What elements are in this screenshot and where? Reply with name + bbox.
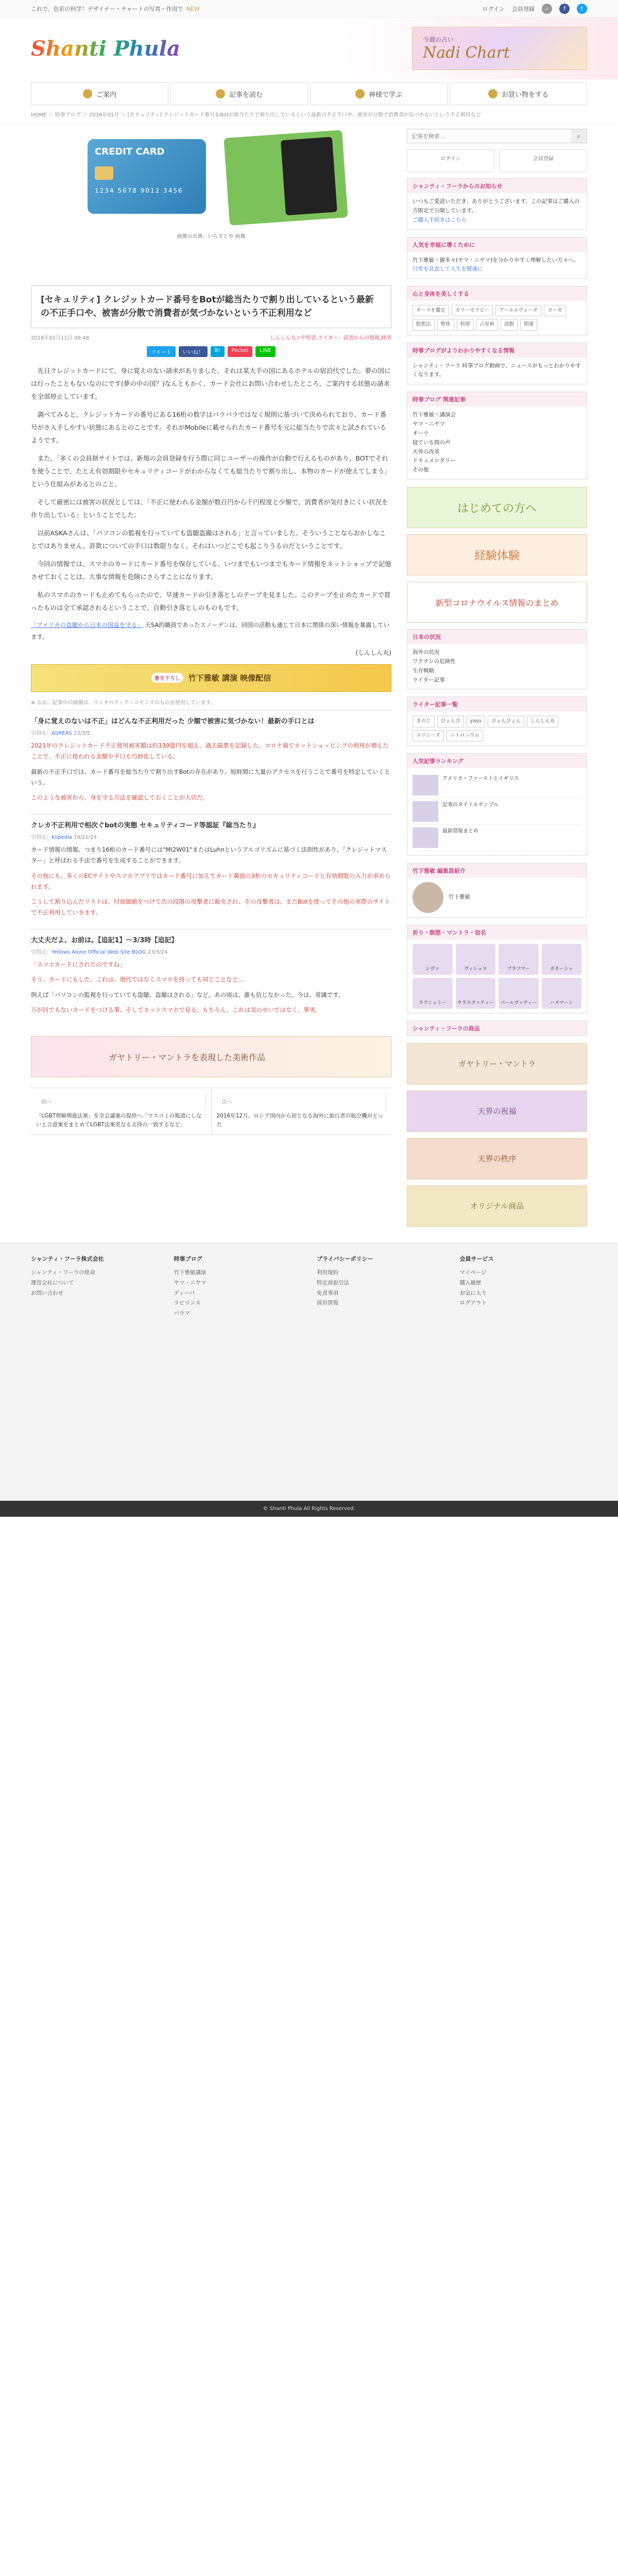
next-label: 次へ: [217, 1093, 387, 1112]
cart-icon: [488, 89, 497, 98]
quote-source-link[interactable]: Kiipedia: [52, 835, 72, 841]
quote-paragraph: 最新の不正手口では、カード番号を総当たりで割り出すBotの存在があり、短時間に大量のアクセスを行うことで番号を特定していくという。: [31, 768, 390, 786]
article-paragraph: 調べてみると、クレジットカードの番号にある16桁の数字はバラバラではなく規則に基づいて決められており、カード番号がさ入手しやすい状態にあるとのことです。それがMobileに載せられたカード番号を元に総当たりで次々と試されているようです。: [31, 410, 387, 444]
next-title: 2016年12月、ロシア国内から初となる海外に旅行者の航空機がとった: [216, 1113, 383, 1128]
gallery-banner[interactable]: 天界の秩序: [407, 1138, 587, 1179]
nav-label: 記事を読む: [229, 91, 263, 99]
tweet-button[interactable]: ツイート: [147, 346, 176, 357]
deity-tile[interactable]: ブラフマー: [499, 944, 539, 975]
card-chip: [95, 166, 113, 180]
quote-title: クレカ不正利用で相次ぐbotの実態 セキュリティコード等認証『総当たり』: [31, 821, 260, 829]
prev-label: 前へ: [36, 1093, 206, 1112]
quote-paragraph: そう、カードにもした。これは、現代ではなくスマホを持っても同じことなど...: [31, 976, 244, 984]
top-notice[interactable]: [31, 5, 483, 13]
footer-link[interactable]: 運営会社について: [31, 1279, 74, 1286]
quote-paragraph: その他にも、多くのECサイトやスマホアプリではカード番号に加えてカード裏面の3桁のセキュリティコードと有効期限の入力が求められます。: [31, 872, 391, 890]
category-link[interactable]: 竹下雅敏・講演会: [413, 412, 456, 418]
article-paragraph: 先日クレジットカードにて、身に覚えのない請求がありました。それは某大手の国にあるホテルの宿泊代でした。夢の国には行ったこともないなのにです(夢の中の国？)なんともかく、カード会社にお問い合わせしたところ、ご案内する状態の請求を全部停止しています。: [31, 366, 391, 400]
pocket-button[interactable]: Pocket: [228, 346, 253, 357]
credit-card-illustration: [88, 139, 206, 214]
staff-box: [407, 863, 587, 918]
top-notice-text: これで、色彩の科学！デザイナー・チャートの写真・作用で: [31, 5, 183, 12]
ranking-title: 最新情報まとめ: [442, 828, 478, 834]
box-heading: 竹下雅敏 編集員紹介: [407, 863, 587, 878]
sidebar-login: [407, 149, 587, 172]
nav-learn[interactable]: [310, 82, 448, 105]
ranking-thumbnail: [413, 827, 438, 848]
situation-link[interactable]: ライター記事: [413, 676, 445, 683]
nav-articles[interactable]: [170, 82, 308, 105]
quote-date: 23/3/5: [73, 731, 91, 737]
tag-link[interactable]: アーユルヴェーダ: [495, 305, 541, 316]
article-paragraph: 以前ASKAさんは、「パソコンの監視を行っていても盗聴盗撮はされる」と言っていました。そういうことならおかしなことではありません。詐欺についての手口は数限りなく、それはいつどこでも起こりうるのだということです。: [31, 529, 386, 550]
quote-meta: [31, 947, 391, 955]
search-icon[interactable]: ⌕: [571, 129, 587, 143]
quote-paragraph: このような被害から、身を守る方法を確認しておくことが大切だ。: [31, 794, 209, 802]
article-author[interactable]: しんしん丸 / 中堅者,ライター：読者からの情報,経済: [270, 335, 391, 341]
nav-label: お買い物をする: [501, 91, 548, 99]
category-link[interactable]: 天界の改革: [413, 448, 440, 455]
notice-box: [407, 178, 587, 230]
footer-link[interactable]: シャンティ・フーラの使命: [31, 1269, 95, 1276]
new-badge: NEW: [186, 5, 200, 12]
quote-meta-label: 引用元：: [31, 950, 52, 956]
guide-link[interactable]: 日常を見直して人生を健康に: [413, 266, 483, 273]
box-heading: 人気を幸福に導くために: [407, 238, 587, 252]
card-label: CREDIT CARD: [95, 146, 165, 157]
footer-link[interactable]: お気に入り: [459, 1290, 487, 1296]
tags-box: [407, 286, 587, 335]
next-article-link[interactable]: [212, 1088, 392, 1134]
guide-text: 竹下雅敏・御多々(ヤマ・ニヤマ)を分かりやすく理解したい方々へ。: [413, 257, 579, 263]
article-title: [セキュリティ] クレジットカード番号をBotが総当たりで割り出しているという最新の不正手口や、被害が分散で消費者が気づかないという不正利用など: [31, 285, 391, 328]
phone-screen: [281, 137, 337, 216]
experience-banner[interactable]: 経験体験: [407, 534, 587, 575]
facebook-icon[interactable]: f: [559, 4, 570, 14]
quote-date: 19/11/24: [74, 835, 97, 841]
box-heading: シャンティ・フーラからのお知らせ: [407, 179, 587, 193]
blog-box: [407, 343, 587, 385]
card-number: 1234 5678 9012 3456: [95, 187, 183, 194]
box-heading: シャンティ・フーラの商品: [407, 1021, 587, 1036]
learn-icon: [355, 89, 365, 98]
footer-link[interactable]: 利用規約: [317, 1269, 338, 1276]
quote-paragraph: カード情報の情報、つまり16桁のカード番号には"MI2W01"またはLuhnというアルゴリズムに基づく法則性があり、「クレジットマスター」と呼ばれる手法で番号を生成することができます。: [31, 846, 387, 865]
guide-box: [407, 237, 587, 279]
article-body: [31, 364, 391, 657]
footer-link[interactable]: 竹下雅敏講演: [174, 1269, 207, 1276]
quote-paragraph: 万が回でもないカードをつける事、そしてネットスマホで見る。もちろん、これは気のせいではなく、事実。: [31, 1006, 321, 1013]
gallery-banner[interactable]: 天界の祝福: [407, 1091, 587, 1132]
quote-meta-label: 引用元：: [31, 835, 52, 841]
header-banner[interactable]: [412, 27, 587, 70]
sidebar-login-button[interactable]: ログイン: [407, 149, 494, 172]
category-link[interactable]: その他: [413, 467, 429, 473]
deity-tile[interactable]: ラクシュミー: [413, 978, 453, 1009]
copyright: © Shanti Phula All Rights Reserved.: [0, 1501, 618, 1517]
footer-link[interactable]: ラビリンス: [174, 1300, 201, 1307]
image-caption: 画像の出典：いらすとや 画像: [177, 234, 246, 240]
article-source: [31, 619, 391, 643]
share-buttons: [31, 346, 391, 357]
login-link[interactable]: ログイン: [482, 5, 505, 12]
lecture-ad-banner[interactable]: [31, 664, 391, 692]
writer-link[interactable]: ぴょんぴ: [437, 716, 464, 727]
situation-box: [407, 629, 587, 689]
footer-link[interactable]: ログアウト: [459, 1300, 487, 1307]
tag-link[interactable]: 開運: [520, 319, 537, 330]
site-logo[interactable]: Shanti Phula: [31, 36, 180, 61]
footer-link[interactable]: 採用情報: [317, 1300, 338, 1307]
writer-link[interactable]: ぴょんぴょん: [488, 716, 524, 727]
ad-tag: 書き下ろし: [151, 673, 183, 683]
box-heading: 時事ブログ 関連記事: [407, 392, 587, 406]
header-banner-title: Nadi Chart: [423, 44, 510, 62]
footer-link[interactable]: お問い合わせ: [31, 1290, 63, 1296]
article-paragraph: 今回の情報では、スマホのカードにカード番号を保存している、いつまでもいつまでもカード情報をネットショップで記憶させておくことは、大事な情報を危険にさらすことになります。: [31, 560, 391, 581]
tag-link[interactable]: 料理: [457, 319, 474, 330]
header-banner-sub: 今週の占い: [423, 36, 454, 43]
category-box: [407, 392, 587, 480]
gallery-banner[interactable]: オリジナル商品: [407, 1185, 587, 1227]
footer-heading: 会員サービス: [459, 1255, 494, 1262]
tag-link[interactable]: 整体: [437, 319, 454, 330]
ranking-thumbnail: [413, 801, 438, 822]
quote-title: 「身に覚えのないは不正」はどんな不正利用だった 少額で被害に気づかない！最新の手口とは: [31, 717, 315, 725]
breadcrumb[interactable]: HOME ＞ 時事ブログ ＞ 2016年01月 ＞ [セキュリティ] クレジットカード番号をBotが総当たりで割り出しているという最新の不正手口や、被害が分散で消費者が気づかないという不正利用など: [0, 105, 618, 124]
nav-shop[interactable]: [450, 82, 587, 105]
sidebar-register-button[interactable]: 会員登録: [500, 149, 587, 172]
like-button[interactable]: いいね！: [179, 346, 208, 357]
source-text: 天SA的職員であったスノーデンは、同国の活動も通じて日本に関係の深い情報を暴露しています。: [31, 621, 390, 640]
quote-paragraph: 例えば「パソコンの監視を行っていても盗聴、盗撮はされる」など。あの頃は、誰も信じなかった。今は、常識です。: [31, 991, 345, 998]
quoted-article: [31, 710, 391, 814]
deity-tile[interactable]: シヴァ: [413, 944, 453, 975]
hero-image: [31, 129, 391, 283]
article-signature: (しんしん丸): [355, 649, 391, 656]
writer-link[interactable]: まのじ: [413, 716, 435, 727]
avatar: [413, 882, 443, 913]
hatena-button[interactable]: B!: [211, 346, 225, 357]
line-button[interactable]: LINE: [255, 346, 275, 357]
quote-source-link[interactable]: Yellows Alone Official Web Site BLOG: [52, 950, 146, 956]
category-link[interactable]: ヤマ・ニヤマ: [413, 421, 445, 428]
quoted-article: [31, 814, 391, 929]
writer-link[interactable]: しんしん丸: [527, 716, 559, 727]
ad-text: 竹下雅敏 講演 映像配信: [188, 673, 271, 683]
twitter-icon[interactable]: t: [577, 4, 587, 14]
writer-link[interactable]: ユリシーズ: [413, 730, 444, 741]
footer-heading: 時事ブログ: [174, 1255, 202, 1262]
guide-icon: [83, 89, 92, 98]
source-link[interactable]: 「アメリカの盗聴から日本の国益を守る」: [31, 621, 143, 629]
ranking-thumbnail: [413, 775, 438, 795]
article-meta: [31, 333, 391, 341]
tag-link[interactable]: ヨーガ: [544, 305, 565, 316]
box-heading: 日本の状況: [407, 630, 587, 644]
gayatri-mantra-banner[interactable]: ガヤトリー・マントラを表現した美術作品: [31, 1036, 391, 1077]
article-paragraph: また、「多くの会員制サイトでは、新規の会員登録を行う際に同じユーザーの操作が自動で行えるものがあり、BOTでそれを使うことで、たとえ有効期限やセキュリティコードがわからなくても総当たりで割り出し、本物のカードが使えてしまう」という仕組みがあるとのこと。: [31, 454, 391, 488]
shop-box: [407, 1021, 587, 1036]
book-icon: [216, 89, 225, 98]
sidebar-search: [407, 129, 587, 143]
tag-link[interactable]: 波動: [501, 319, 518, 330]
ranking-item[interactable]: [413, 825, 581, 851]
writer-link[interactable]: ニトロニウム: [447, 730, 483, 741]
box-heading: 祈り・瞑想・マントラ・宿名: [407, 925, 587, 940]
footer-link[interactable]: 免責事項: [317, 1290, 338, 1296]
deity-tile[interactable]: ハヌマーン: [542, 978, 582, 1009]
tag-link[interactable]: カラーセラピー: [452, 305, 493, 316]
covid-info-banner[interactable]: 新型コロナウイルス情報のまとめ: [407, 582, 587, 623]
box-heading: ライター記事一覧: [407, 697, 587, 711]
deity-tile[interactable]: ガネーシャ: [542, 944, 582, 975]
top-bar: [0, 0, 618, 18]
situation-link[interactable]: 海外の状況: [413, 649, 440, 656]
main-nav: [0, 82, 618, 105]
footer-link[interactable]: ヤマ・ニヤマ: [174, 1279, 207, 1286]
footer-heading: シャンティ・フーラ株式会社: [31, 1255, 104, 1262]
quote-meta-label: 引用元：: [31, 731, 52, 737]
quote-title: 大丈夫だよ、お前は。【追記1】〜3/3時【追記】: [31, 936, 178, 944]
main-content: [31, 124, 391, 1233]
site-footer: [0, 1243, 618, 1501]
nav-guide[interactable]: [31, 82, 168, 105]
deity-tile[interactable]: パールヴァティー: [499, 978, 539, 1009]
quote-date: 23/3/24: [147, 950, 168, 956]
nav-label: ご案内: [96, 91, 116, 99]
situation-link[interactable]: ワクチンの危険性: [413, 658, 456, 665]
staff-name[interactable]: 竹下雅敏: [449, 893, 470, 900]
sidebar: [407, 124, 587, 1233]
footer-link[interactable]: パラマ: [174, 1310, 190, 1317]
footer-heading: プライバシーポリシー: [317, 1255, 373, 1262]
smartphone-case-illustration: [224, 130, 348, 226]
deity-tile[interactable]: サラスヴァティー: [456, 978, 496, 1009]
quote-paragraph: こうして割り込んだリストは、付加価値をつけて次の段階の攻撃者に販売され、その攻撃者は、またBotを使ってその他の実際のサイトで不正利用していきます。: [31, 898, 390, 917]
tag-link[interactable]: 瞑想法: [413, 319, 435, 330]
category-link[interactable]: 寝ている間の声: [413, 439, 451, 446]
ranking-item[interactable]: [413, 799, 581, 825]
register-link[interactable]: 会員登録: [512, 5, 535, 12]
writers-box: [407, 697, 587, 745]
quote-paragraph: 2021年のクレジットカード不正使用被害額は約330億円を超え、過去最悪を記録した。コロナ禍でネットショッピングの利用が増えたことで、不正に使われる金額や手口も巧妙化している。: [31, 742, 389, 760]
writer-link[interactable]: yasu: [467, 716, 485, 727]
ranking-box: [407, 753, 587, 856]
footer-link[interactable]: 特定商取引法: [317, 1279, 349, 1286]
prev-title: 「LGBT理解増進法案」を全会議案の提供へ「マスコミの報道にしないと合意案をまとめてLGBT法案更なる支持の一致するなど」: [36, 1113, 202, 1128]
site-header: [0, 18, 618, 79]
footer-link[interactable]: 購入履歴: [459, 1279, 482, 1286]
article-date: 2016年01月11日 09:48: [31, 335, 89, 341]
quoted-article: [31, 929, 391, 1026]
quote-meta: [31, 833, 391, 840]
search-icon[interactable]: ⌕: [542, 4, 552, 14]
ranking-title: 記事のタイトルサンプル: [442, 802, 499, 808]
box-heading: 時事ブログがよりわかりやすくなる情報: [407, 343, 587, 358]
ranking-title: アメリカ・ファーストとイギリス: [442, 775, 519, 782]
box-heading: 心と身体を美しくする: [407, 286, 587, 301]
quote-meta: [31, 728, 391, 736]
notice-link[interactable]: ご購入手続きはこちら: [413, 216, 467, 223]
notice-text: いつもご愛読いただき、ありがとうございます。この記事はご購入の方限定で公開しています。: [413, 198, 580, 214]
quote-paragraph: 「スマホカードにされたのですね」: [31, 961, 126, 969]
tag-link[interactable]: 占星術: [476, 319, 499, 330]
box-heading: 人気記事ランキング: [407, 754, 587, 768]
quote-source-link[interactable]: ASREAS: [52, 731, 72, 737]
category-link[interactable]: ドキュメンタリー: [413, 457, 456, 464]
footer-link[interactable]: ディーパ: [174, 1290, 195, 1296]
article-paragraph: 私のスマホのカードも止めてもらったので、早速カードの引き落としのテープを見ました。このテープを止めたカードで買ったものは全て承認されるということで、自動引き落としのものもです。: [31, 590, 391, 612]
prev-next-nav: [31, 1088, 391, 1135]
blog-text: シャンティ・フーラ 時事ブログ動画で、ニュースがもっとわかりやすくなります。: [413, 362, 581, 378]
search-input[interactable]: [407, 129, 571, 143]
nav-label: 神様で学ぶ: [368, 91, 402, 99]
gallery-banner[interactable]: ガヤトリー・マントラ: [407, 1043, 587, 1084]
tag-link[interactable]: オーラを鑑定: [413, 305, 449, 316]
situation-link[interactable]: 生存戦略: [413, 667, 434, 674]
mantra-box: [407, 925, 587, 1013]
beginners-banner[interactable]: はじめての方へ: [407, 487, 587, 528]
image-note: ※ なお、記事中の画像は、ウィキペディア・コモンズのものを使用しています。: [31, 700, 216, 706]
deity-tile[interactable]: ヴィシュヌ: [456, 944, 496, 975]
prev-article-link[interactable]: [31, 1088, 212, 1134]
article-paragraph: そして厳密には被害の状況としては、「不正に使われる金額が数百円から千円程度と少額で、消費者が気付きにくい状況を作り出している」ということでした。: [31, 498, 388, 519]
footer-link[interactable]: マイページ: [459, 1269, 487, 1276]
category-link[interactable]: オーラ: [413, 430, 429, 436]
ranking-item[interactable]: [413, 772, 581, 799]
